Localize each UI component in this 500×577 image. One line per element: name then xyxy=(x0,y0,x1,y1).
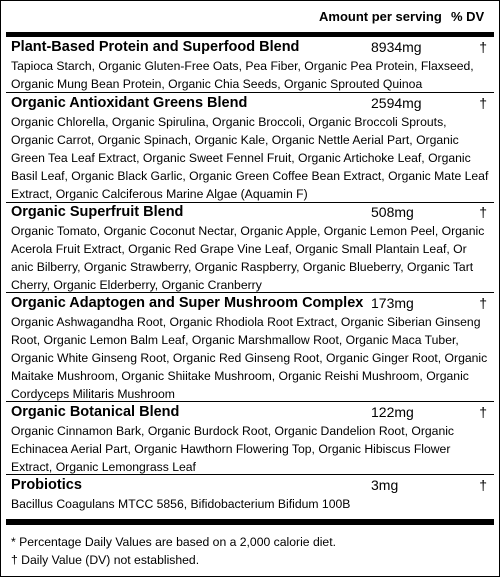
blend-name: Organic Adaptogen and Super Mushroom Complex xyxy=(11,295,364,311)
dv-dagger: † xyxy=(479,295,487,311)
dv-dagger: † xyxy=(479,39,487,55)
footnote-daily-values: * Percentage Daily Values are based on a 2,000 calorie diet. xyxy=(11,535,336,549)
blend-amount: 173mg xyxy=(371,295,414,311)
blend-ingredients: Bacillus Coagulans MTCC 5856, Bifidobacterium Bifidum 100B xyxy=(11,497,351,511)
blend-ingredients: Organic Ashwagandha Root, Organic Rhodiola Root Extract, Organic Siberian Ginseng Root, Organic Lemon Balm Leaf, Organic Marshmallow Root, Organic Maca Tuber, Organic White Ginseng Root, Organic Red Ginseng Root, Organic Ginger Root, Organic Maitake Mushroom, Organic Shiitake Mushroom, Organic Reishi Mushroom, Organic Cordyceps Militaris Mushroom xyxy=(11,315,488,401)
dv-dagger: † xyxy=(479,404,487,420)
header-rule xyxy=(6,32,494,37)
blend-name: Plant-Based Protein and Superfood Blend xyxy=(11,39,300,55)
blend-ingredients: Organic Chlorella, Organic Spirulina, Organic Broccoli, Organic Broccoli Sprouts, Organic Carrot, Organic Spinach, Organic Kale, Organic Nettle Aerial Part, Organic Green Tea Leaf Extract, Organic Sweet Fennel Fruit, Organic Artichoke Leaf, Organic Basil Leaf, Organic Black Garlic, Organic Green Coffee Bean Extract, Organic Mate Leaf Extract, Organic Calciferous Marine Algae (Aquamin F) xyxy=(11,115,489,201)
blend-ingredients: Organic Cinnamon Bark, Organic Burdock Root, Organic Dandelion Root, Organic Echinacea Aerial Part, Organic Hawthorn Flowering Top, Organic Hibiscus Flower Extract, Organic Lemongrass Leaf xyxy=(11,424,455,474)
footnote-dv-not-established: † Daily Value (DV) not established. xyxy=(11,553,200,567)
percent-dv-header: % DV xyxy=(451,9,485,24)
blend-name: Organic Antioxidant Greens Blend xyxy=(11,95,248,111)
blend-amount: 508mg xyxy=(371,204,414,220)
blend-name: Probiotics xyxy=(11,477,82,493)
blend-ingredients: Tapioca Starch, Organic Gluten-Free Oats, Pea Fiber, Organic Pea Protein, Flaxseed, Organic Mung Bean Protein, Organic Chia Seeds, Organic Sprouted Quinoa xyxy=(11,59,474,91)
blend-ingredients: Organic Tomato, Organic Coconut Nectar, Organic Apple, Organic Lemon Peel, Organic Acerola Fruit Extract, Organic Red Grape Vine Leaf, Organic Small Plantain Leaf, Or anic Bilberry, Organic Strawberry, Organic Raspberry, Organic Blueberry, Organic Tart Cherry, Organic Elderberry, Organic Cranberry xyxy=(11,224,485,292)
dv-dagger: † xyxy=(479,95,487,111)
amount-per-serving-header: Amount per serving xyxy=(319,9,442,24)
section-divider xyxy=(6,92,494,93)
dv-dagger: † xyxy=(479,477,487,493)
section-divider xyxy=(6,292,494,293)
dv-dagger: † xyxy=(479,204,487,220)
section-divider xyxy=(6,401,494,402)
blend-name: Organic Superfruit Blend xyxy=(11,204,184,220)
blend-section-greens xyxy=(11,94,491,203)
blend-section-superfruit xyxy=(11,203,491,294)
blend-amount: 8934mg xyxy=(371,39,422,55)
section-divider xyxy=(6,474,494,475)
blend-section-probiotics xyxy=(11,476,491,513)
blend-section-botanical xyxy=(11,403,491,476)
blend-amount: 122mg xyxy=(371,404,414,420)
blend-amount: 3mg xyxy=(371,477,399,493)
blend-amount: 2594mg xyxy=(371,95,422,111)
blend-section-adaptogen xyxy=(11,294,491,403)
footer-rule xyxy=(6,519,494,525)
blend-section-protein xyxy=(11,38,491,93)
blend-name: Organic Botanical Blend xyxy=(11,404,180,420)
